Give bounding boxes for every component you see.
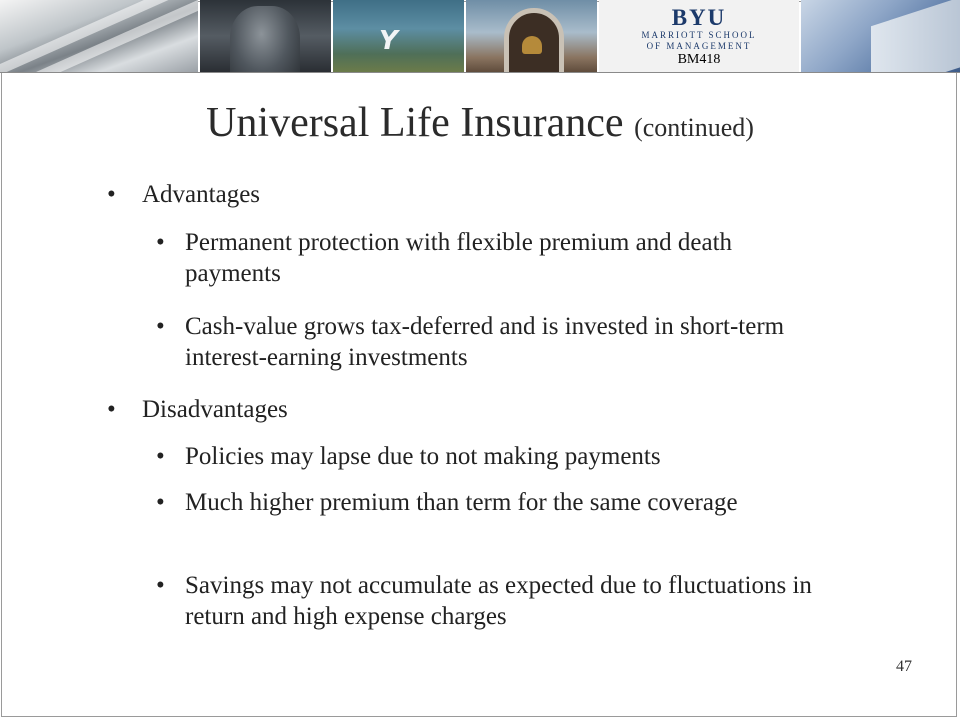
sub-bullet: [156, 227, 825, 289]
course-code: BM418: [677, 52, 721, 67]
bullet-text: Disadvantages: [142, 396, 288, 423]
sub-bullet: [156, 311, 825, 373]
mountain-y-image: Y: [379, 26, 398, 56]
bullet-icon: •: [107, 396, 116, 423]
sub-bullet: [156, 487, 825, 518]
bullet-icon: •: [156, 443, 165, 470]
bullet-icon: •: [107, 181, 116, 208]
bullet-disadvantages: [107, 394, 902, 425]
sub-bullet-text: Cash-value grows tax-deferred and is invested in short-term interest-earning investments: [185, 313, 785, 371]
bullet-icon: •: [156, 489, 165, 516]
bullet-text: Advantages: [142, 181, 261, 208]
sub-bullet-text: Permanent protection with flexible premium and death payments: [185, 229, 733, 287]
school-name-line1: MARRIOTT SCHOOL: [641, 30, 757, 40]
sub-bullet-text: Policies may lapse due to not making payments: [185, 443, 661, 470]
bullet-icon: •: [156, 572, 165, 599]
logo-text: BYU: [671, 5, 727, 30]
sub-bullet: [156, 441, 825, 472]
title-suffix: (continued): [634, 113, 754, 142]
page-number: 47: [896, 658, 912, 675]
bullet-icon: •: [156, 229, 165, 256]
sub-bullet-text: Much higher premium than term for the same coverage: [185, 489, 738, 516]
bullet-advantages: [107, 179, 902, 210]
sub-bullet: [156, 570, 825, 632]
school-name-line2: OF MANAGEMENT: [646, 41, 752, 51]
title-main: Universal Life Insurance: [206, 100, 624, 146]
bullet-icon: •: [156, 313, 165, 340]
sub-bullet-text: Savings may not accumulate as expected due to fluctuations in return and high expense charges: [185, 572, 812, 630]
